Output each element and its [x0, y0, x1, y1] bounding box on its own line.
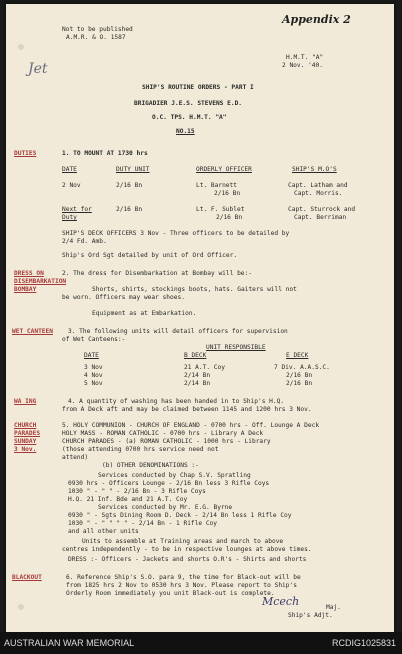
washing-line: from A Deck aft and may be claimed between 1145 and 1200 hrs 3 Nov.: [62, 406, 312, 413]
table-cell: Capt. Berriman: [294, 214, 347, 221]
church-line: H.Q. 21 Inf. Bde and 21 A.T. Coy: [68, 496, 188, 503]
table-cell: Duty: [62, 214, 77, 221]
blackout-line: from 1825 hrs 2 Nov to 0530 hrs 3 Nov. Please report to Ship's: [66, 582, 297, 589]
col-e-deck: E DECK: [286, 352, 309, 359]
table-cell: 2 Nov: [62, 182, 81, 189]
col-orderly-officer: ORDERLY OFFICER: [196, 166, 252, 173]
church-line: centres independently - to be in respective lounges at above times.: [62, 546, 312, 553]
amr-ref: A.M.R. & O. 1587: [66, 34, 126, 41]
archive-footer: [0, 632, 402, 654]
footer-archive: AUSTRALIAN WAR MEMORIAL: [4, 638, 135, 648]
washing-line: 4. A quantity of washing has been handed in to Ship's H.Q.: [68, 398, 285, 405]
dress-line: Shorts, shirts, stockings boots, hats. Gaiters will not: [92, 286, 297, 293]
church-line: (those attending 0700 hrs service need not: [62, 446, 219, 453]
dress-line: 2. The dress for Disembarkation at Bombay will be:-: [62, 270, 252, 277]
document-page: [6, 4, 394, 632]
side-washing: WA ING: [14, 398, 37, 405]
canteen-line: 3. The following units will detail officers for supervision: [68, 328, 288, 335]
church-line: (b) OTHER DENOMINATIONS :-: [102, 462, 199, 469]
church-line: Units to assemble at Training areas and march to above: [82, 538, 284, 545]
table-cell: 5 Nov: [84, 380, 103, 387]
church-line: 1030 " - " " " " - 2/14 Bn - 1 Rifle Coy: [68, 520, 218, 527]
table-cell: 2/16 Bn: [286, 380, 313, 387]
church-line: 0930 hrs - Officers Lounge - 2/16 Bn less 3 Rifle Coys: [68, 480, 270, 487]
blackout-line: Orderly Room immediately you unit Black-out is complete.: [66, 590, 275, 597]
deck-officers: SHIP'S DECK OFFICERS 3 Nov - Three officers to be detailed by: [62, 230, 290, 237]
table-cell: Capt. Morris.: [294, 190, 343, 197]
table-cell: 2/14 Bn: [184, 372, 211, 379]
dress-line: Equipment as at Embarkation.: [92, 310, 197, 317]
church-dress: DRESS :- Officers - Jackets and shorts O.R's - Shirts and shorts: [68, 556, 307, 563]
table-cell: 2/14 Bn: [184, 380, 211, 387]
not-published: Not to be published: [62, 26, 133, 33]
side-church: PARADES: [14, 430, 41, 437]
appendix-label: Appendix 2: [282, 13, 351, 26]
table-cell: 2/16 Bn: [116, 182, 143, 189]
header-date: 2 Nov. '40.: [282, 62, 323, 69]
punch-hole: [18, 604, 24, 610]
side-church: SUNDAY: [14, 438, 37, 445]
side-duties: DUTIES: [14, 150, 37, 157]
table-cell: 2/16 Bn: [116, 206, 143, 213]
church-line: 5. HOLY COMMUNION - CHURCH OF ENGLAND - 0700 hrs - Off. Lounge A Deck: [62, 422, 320, 429]
blackout-line: 6. Reference Ship's S.O. para 9, the time for Black-out will be: [66, 574, 301, 581]
col-duty-unit: DUTY UNIT: [116, 166, 150, 173]
ord-sgt: Ship's Ord Sgt detailed by unit of Ord Officer.: [62, 252, 238, 259]
table-cell: 21 A.T. Coy: [184, 364, 225, 371]
table-cell: 2/16 Bn: [286, 372, 313, 379]
table-cell: Lt. F. Sublet: [196, 206, 245, 213]
side-dress: DRESS ON: [14, 270, 44, 277]
church-line: Services conducted by Mr. E.G. Byrne: [98, 504, 233, 511]
orders-title: SHIP'S ROUTINE ORDERS - PART I: [142, 84, 254, 91]
table-cell: Capt. Sturrock and: [288, 206, 356, 213]
col-date: DATE: [84, 352, 99, 359]
signature-role: Ship's Adjt.: [288, 612, 333, 619]
punch-hole: [18, 44, 24, 50]
table-cell: 2/16 Bn: [216, 214, 243, 221]
deck-officers-2: 2/4 Fd. Amb.: [62, 238, 107, 245]
side-blackout: BLACKOUT: [12, 574, 42, 581]
church-line: and all other units: [68, 528, 139, 535]
church-line: 0930 " - Sgts Dining Room D. Deck - 2/14 Bn less 1 Rifle Coy: [68, 512, 292, 519]
church-line: Services conducted by Chap S.V. Spratling: [98, 472, 251, 479]
order-number: NO.15: [176, 128, 195, 135]
signature: Mcech: [262, 595, 300, 608]
footer-reference: RCDIG1025831: [331, 638, 396, 648]
col-date: DATE: [62, 166, 77, 173]
side-church: 3 Nov.: [14, 446, 37, 453]
dress-line: be worn. Officers may wear shoes.: [62, 294, 185, 301]
oc-title: O.C. TPS. H.M.T. "A": [152, 114, 227, 121]
church-line: 1030 " - " " - 2/16 Bn - 3 Rifle Coys: [68, 488, 206, 495]
side-dress: DISEMBARKATION: [14, 278, 67, 285]
duties-heading: 1. TO MOUNT AT 1730 hrs: [62, 150, 148, 157]
brigadier-name: BRIGADIER J.E.S. STEVENS E.D.: [134, 100, 243, 107]
table-cell: 7 Div. A.A.S.C.: [274, 364, 330, 371]
church-line: CHURCH PARADES - (a) ROMAN CATHOLIC - 1000 hrs - Library: [62, 438, 271, 445]
unit-responsible: UNIT RESPONSIBLE: [206, 344, 266, 351]
church-line: HOLY MASS - ROMAN CATHOLIC - 0700 hrs - Library A Deck: [62, 430, 264, 437]
col-ships-mos: SHIP'S M.O'S: [292, 166, 337, 173]
side-church: CHURCH: [14, 422, 37, 429]
table-cell: 3 Nov: [84, 364, 103, 371]
ship-name: H.M.T. "A": [286, 54, 324, 61]
table-cell: Capt. Latham and: [288, 182, 348, 189]
table-cell: 4 Nov: [84, 372, 103, 379]
handwritten-mark: Jet: [28, 61, 48, 77]
table-cell: Next for: [62, 206, 92, 213]
side-dress: BOMBAY: [14, 286, 37, 293]
table-cell: 2/16 Bn: [214, 190, 241, 197]
church-line: attend): [62, 454, 89, 461]
signature-rank: Maj.: [326, 604, 341, 611]
table-cell: Lt. Barnett: [196, 182, 237, 189]
side-canteen: WET CANTEEN: [12, 328, 53, 335]
canteen-line: of Wet Canteens:-: [62, 336, 126, 343]
col-b-deck: B DECK: [184, 352, 207, 359]
